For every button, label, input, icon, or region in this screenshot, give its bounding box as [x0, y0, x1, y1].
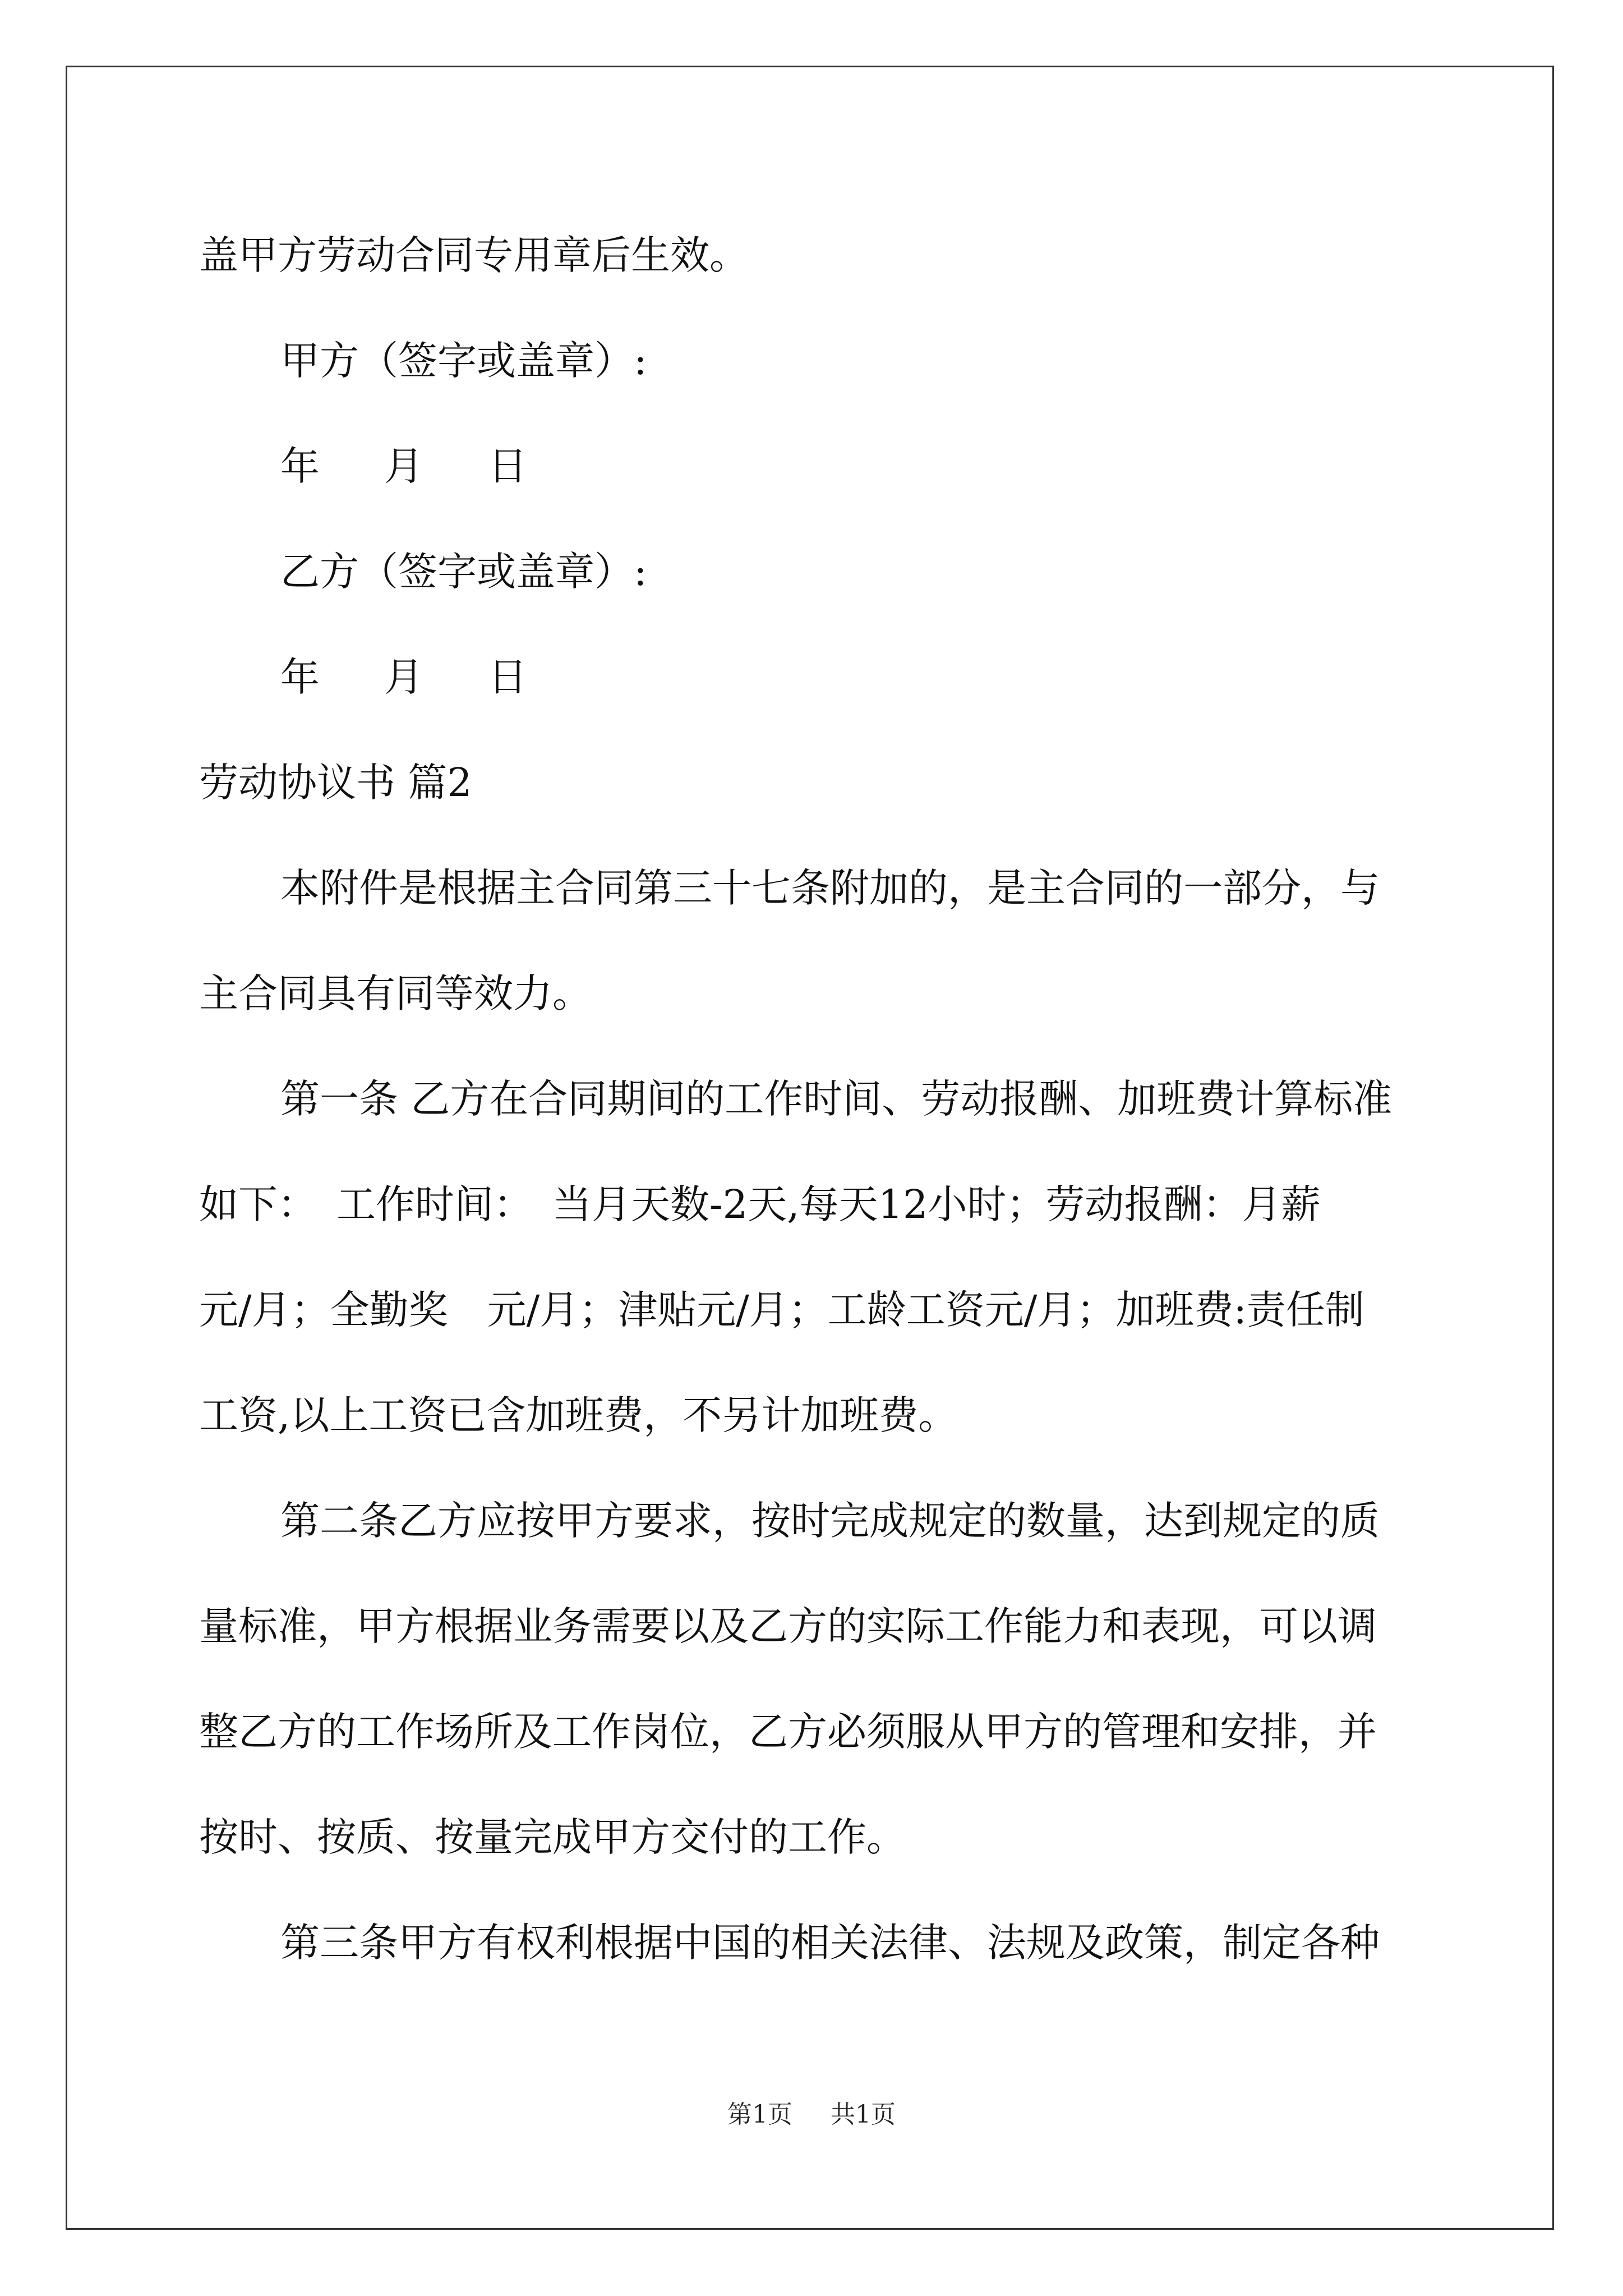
party-b-date-line	[280, 643, 527, 711]
party-a-signature-line: 甲方（签字或盖章）:	[280, 338, 647, 384]
paragraph-line: 量标准，甲方根据业务需要以及乙方的实际工作能力和表现，可以调	[199, 1603, 1377, 1649]
date-month: 月	[384, 443, 423, 489]
paragraph-line: 如下： 工作时间： 当月天数-2天,每天12小时；劳动报酬：月薪	[199, 1181, 1321, 1227]
page-footer	[0, 2098, 1623, 2132]
paragraph-line: 工资,以上工资已含加班费，不另计加班费。	[199, 1392, 958, 1438]
date-year: 年	[280, 443, 320, 489]
page-number-current: 第1页	[727, 2100, 792, 2129]
page-number-total: 共1页	[831, 2100, 896, 2129]
paragraph-line: 盖甲方劳动合同专用章后生效。	[199, 232, 749, 278]
date-day: 日	[488, 443, 527, 489]
paragraph-line: 元/月；全勤奖 元/月；津贴元/月；工龄工资元/月；加班费:责任制	[199, 1287, 1364, 1333]
date-month: 月	[384, 654, 423, 700]
paragraph-line: 本附件是根据主合同第三十七条附加的，是主合同的一部分，与	[280, 865, 1380, 911]
section-heading: 劳动协议书 篇2	[199, 760, 472, 806]
paragraph-line: 整乙方的工作场所及工作岗位，乙方必须服从甲方的管理和安排，并	[199, 1709, 1377, 1755]
paragraph-line: 主合同具有同等效力。	[199, 970, 592, 1016]
paragraph-line: 第一条 乙方在合同期间的工作时间、劳动报酬、加班费计算标准	[280, 1076, 1393, 1122]
date-day: 日	[488, 654, 527, 700]
date-year: 年	[280, 654, 320, 700]
paragraph-line: 按时、按质、按量完成甲方交付的工作。	[199, 1814, 906, 1860]
paragraph-line: 第二条乙方应按甲方要求，按时完成规定的数量，达到规定的质	[280, 1498, 1380, 1544]
paragraph-line: 第三条甲方有权利根据中国的相关法律、法规及政策，制定各种	[280, 1920, 1380, 1966]
party-a-date-line	[280, 432, 527, 500]
party-b-signature-line: 乙方（签字或盖章）:	[280, 549, 647, 595]
